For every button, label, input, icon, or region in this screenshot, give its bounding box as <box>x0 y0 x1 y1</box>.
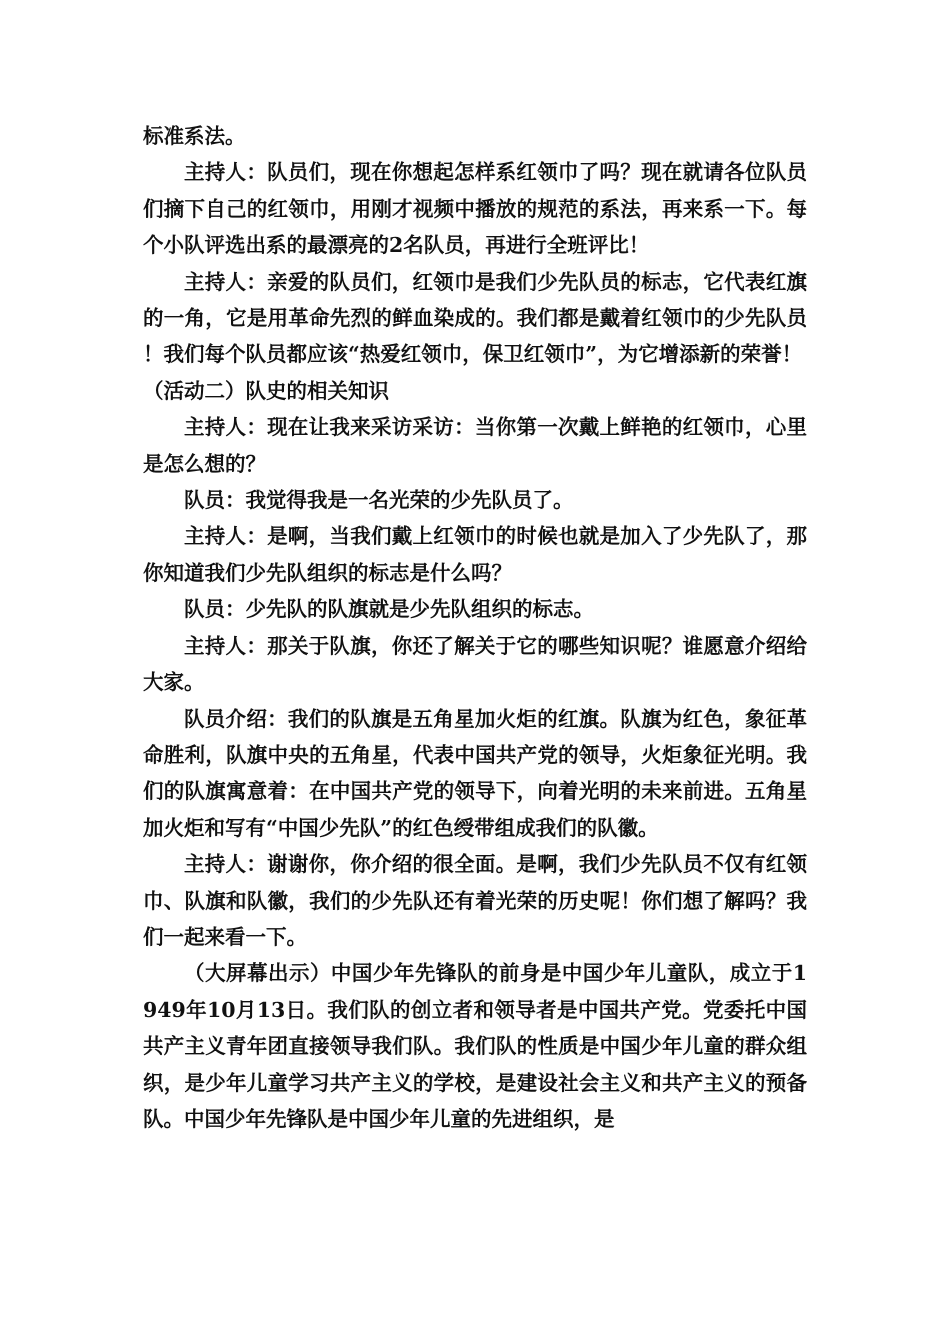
paragraph-member-reply: 队员：我觉得我是一名光荣的少先队员了。 <box>184 488 574 513</box>
paragraph-host-history-intro: 主持人：谢谢你，你介绍的很全面。是啊，我们少先队员不仅有红领巾、队旗和队徽，我们的少先队还有着光荣的历史呢！你们想了解吗？我们一起来看一下。 <box>143 852 807 949</box>
paragraph-host-tie-scarf: 主持人：队员们，现在你想起怎样系红领巾了吗？现在就请各位队员们摘下自己的红领巾，用刚才视频中播放的规范的系法，再来系一下。每个小队评选出系的最漂亮的2名队员，再进行全班评比！ <box>143 160 807 258</box>
paragraph-host-scarf-meaning: 主持人：亲爱的队员们，红领巾是我们少先队员的标志，它代表红旗的一角，它是用革命先烈的鲜血染成的。我们都是戴着红领巾的少先队员！我们每个队员都应该“热爱红领巾，保卫红领巾”，为它增添新的荣誉！ <box>143 269 807 367</box>
paragraph-member-flag-intro: 队员介绍：我们的队旗是五角星加火炬的红旗。队旗为红色，象征革命胜利，队旗中央的五角星，代表中国共产党的领导，火炬象征光明。我们的队旗寓意着：在中国共产党的领导下，向着光明的未来前进。五角星加火炬和写有“中国少先队”的红色绶带组成我们的队徽。 <box>143 706 807 840</box>
paragraph-member-flag-answer: 队员：少先队的队旗就是少先队组织的标志。 <box>184 597 594 622</box>
section-heading-activity-two: （活动二）队史的相关知识 <box>143 378 389 403</box>
paragraph-host-interview: 主持人：现在让我来采访采访：当你第一次戴上鲜艳的红领巾，心里是怎么想的？ <box>143 415 807 476</box>
paragraph-screen-history: （大屏幕出示）中国少年先锋队的前身是中国少年儿童队，成立于1949年10月13日。我们队的创立者和领导者是中国共产党。党委托中国共产主义青年团直接领导我们队。我们队的性质是中国少年儿童的群众组织，是少年儿童学习共产主义的学校，是建设社会主义和共产主义的预备队。中国少年先锋队是中国少年儿童的先进组织，是 <box>143 961 807 1131</box>
paragraph-host-symbol-question: 主持人：是啊，当我们戴上红领巾的时候也就是加入了少先队了，那你知道我们少先队组织的标志是什么吗？ <box>143 524 807 585</box>
document-body <box>143 118 807 1137</box>
paragraph-host-flag-question: 主持人：那关于队旗，你还了解关于它的哪些知识呢？谁愿意介绍给大家。 <box>143 633 807 695</box>
paragraph-continuation: 标准系法。 <box>143 124 246 148</box>
